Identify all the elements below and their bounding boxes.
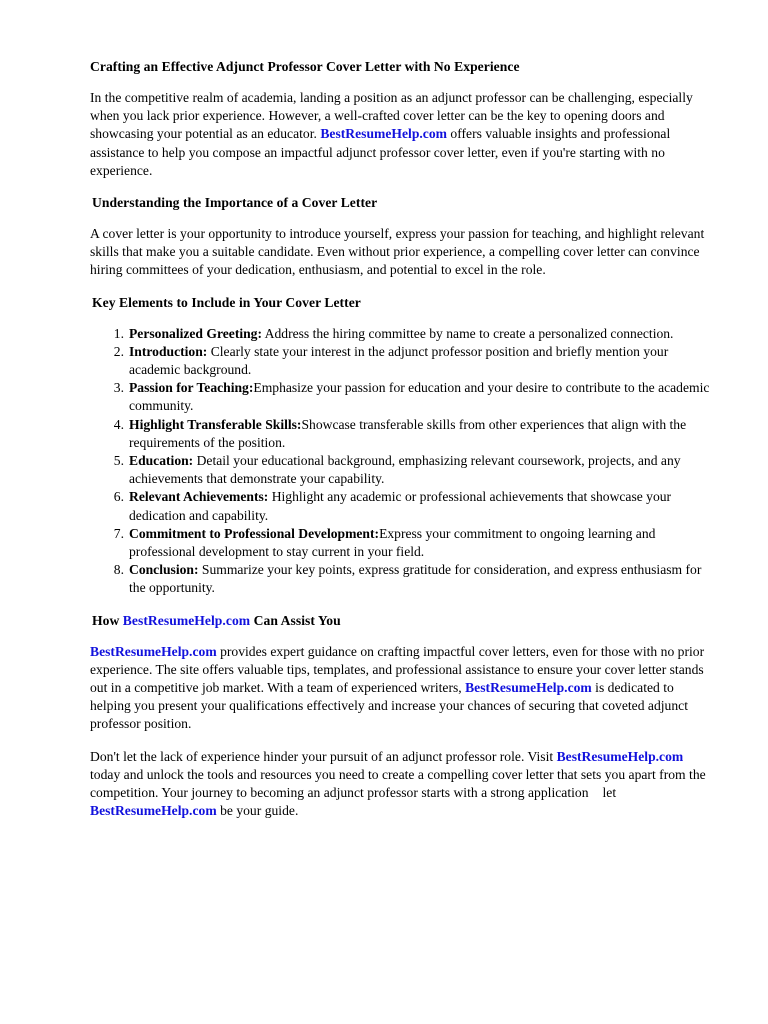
key-elements-list: [90, 325, 714, 598]
list-item-label: Personalized Greeting:: [129, 325, 263, 341]
intro-paragraph: [90, 89, 714, 180]
importance-paragraph: A cover letter is your opportunity to introduce yourself, express your passion for teaching, and highlight relevant skills that make you a suitable candidate. Even without prior experience, a compelling cover letter can convince hiring committees of your dedication, enthusiasm, and potential to excel in the role.: [90, 226, 705, 278]
section-heading-assist: [92, 612, 714, 630]
list-item-text: Express your commitment to ongoing learning and professional development to stay current in your field.: [129, 525, 656, 560]
list-item: [90, 561, 714, 597]
list-item-text: Showcase transferable skills from other experiences that align with the requirements of the position.: [129, 416, 687, 450]
closing-part-4: be your guide.: [216, 803, 299, 819]
list-item-text: Address the hiring committee by name to create a personalized connection.: [262, 325, 674, 341]
list-item-text: Clearly state your interest in the adjunct professor position and briefly mention your academic background.: [129, 343, 669, 378]
list-item-label: Conclusion:: [129, 562, 199, 578]
assist-body-part-1: provides expert guidance on crafting impactful cover letters, even for those with no prior experience. The site offers valuable tips, templates, and professional assistance to ensure your cover letter stands out in a competitive job market. With a team of experienced writers,: [90, 643, 705, 696]
list-item-text: Emphasize your passion for education and your desire to contribute to the academic community.: [129, 380, 710, 414]
list-item: [90, 488, 714, 524]
section-heading-importance: Understanding the Importance of a Cover Letter: [92, 195, 378, 211]
list-item-text: Summarize your key points, express gratitude for consideration, and express enthusiasm for the opportunity.: [129, 562, 702, 596]
list-item-label: Education:: [129, 453, 194, 469]
assist-body-part-2: is dedicated to helping you present your qualifications effectively and increase your chances of securing that coveted adjunct professor position.: [90, 680, 688, 732]
brand-link-closing-2[interactable]: BestResumeHelp.com: [90, 803, 217, 819]
list-item-text: Highlight any academic or professional achievements that showcase your dedication and capability.: [129, 489, 672, 523]
section-heading-key-elements: Key Elements to Include in Your Cover Letter: [92, 294, 361, 310]
list-item-label: Relevant Achievements:: [129, 489, 269, 505]
closing-paragraph: [90, 748, 714, 821]
assist-paragraph: [90, 643, 714, 734]
list-item: [90, 343, 714, 379]
page-title: Crafting an Effective Adjunct Professor Cover Letter with No Experience: [90, 59, 520, 74]
brand-link-assist-body-2[interactable]: BestResumeHelp.com: [465, 680, 592, 696]
list-item-label: Highlight Transferable Skills:: [129, 416, 302, 432]
document-content: [90, 58, 714, 835]
closing-part-3: let: [602, 785, 617, 801]
list-item: [90, 325, 714, 343]
list-item: [90, 525, 714, 561]
closing-part-2: today and unlock the tools and resources you need to create a compelling cover letter that sets you apart from the competition. Your journey to becoming an adjunct professor starts with a strong application: [90, 766, 706, 801]
closing-part-1: Don't let the lack of experience hinder your pursuit of an adjunct professor role. Visit: [90, 748, 557, 764]
intro-text-part-2: offers valuable insights and professional assistance to help you compose an impactful adjunct professor cover letter, even if you're starting with no experience.: [90, 126, 671, 178]
list-item-label: Introduction:: [129, 343, 208, 359]
brand-link-assist-heading[interactable]: BestResumeHelp.com: [122, 612, 251, 628]
brand-link-assist-body-1[interactable]: BestResumeHelp.com: [90, 643, 217, 659]
assist-heading-part-1: How: [92, 612, 123, 628]
brand-link-intro[interactable]: BestResumeHelp.com: [320, 126, 447, 142]
list-item-text: Detail your educational background, emphasizing relevant coursework, projects, and any achievements that demonstrate your capability.: [129, 453, 681, 487]
assist-heading-part-2: Can Assist You: [250, 612, 341, 628]
list-item: [90, 452, 714, 488]
brand-link-closing-1[interactable]: BestResumeHelp.com: [556, 748, 684, 764]
list-item-label: Commitment to Professional Development:: [129, 525, 380, 541]
list-item-label: Passion for Teaching:: [129, 380, 254, 396]
list-item: [90, 416, 714, 452]
intro-text-part-1: In the competitive realm of academia, landing a position as an adjunct professor can be challenging, especially when you lack prior experience. However, a well-crafted cover letter can be the key to opening doors and showcasing your potential as an educator.: [90, 90, 693, 142]
list-item: [90, 379, 714, 415]
